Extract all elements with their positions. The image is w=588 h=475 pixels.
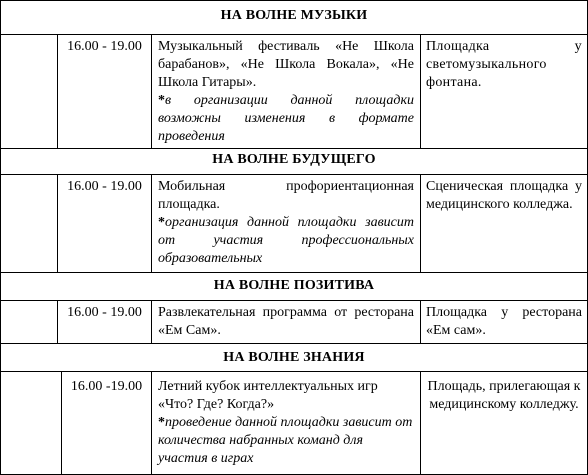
note-text: организация данной площадки зависит от участия профессиональных образовательных [158, 215, 414, 266]
section-title: НА ВОЛНЕ МУЗЫКИ [220, 8, 368, 23]
note-text: в организации данной площадки возможны изменения в формате проведения [158, 93, 414, 144]
time-cell: 16.00 - 19.00 [67, 179, 142, 194]
event-note [158, 214, 414, 268]
note-marker: * [158, 415, 165, 430]
col-divider [420, 300, 421, 343]
event-cell [158, 378, 414, 468]
note-text: проведение данной площадки зависит от количества набранных команд для участия в играх [158, 415, 413, 466]
time-cell: 16.00 - 19.00 [67, 39, 142, 54]
row-divider [0, 300, 588, 301]
col-divider [420, 371, 421, 475]
table-border-left [0, 0, 1, 475]
col-divider [151, 174, 152, 272]
col-divider [420, 34, 421, 148]
row-divider [0, 34, 588, 35]
event-text: Музыкальный фестиваль «Не Школа барабанов», «Не Школа Вокала», «Не Школа Гитары». [158, 39, 414, 90]
table-border-top [0, 0, 588, 1]
section-title: НА ВОЛНЕ БУДУЩЕГО [212, 152, 376, 167]
row-divider [0, 343, 588, 344]
col-divider [420, 174, 421, 272]
event-cell [158, 38, 414, 146]
time-cell: 16.00 - 19.00 [67, 305, 142, 320]
venue-cell: Площадка у ресторана «Ем сам». [426, 305, 582, 338]
venue-cell: Площадь, прилегающая к медицинскому колледжу. [427, 379, 581, 412]
col-divider [151, 371, 152, 475]
note-marker: * [158, 93, 165, 108]
row-divider [0, 371, 588, 372]
venue-cell: Сценическая площадка у медицинского колледжа. [426, 179, 582, 212]
row-divider [0, 148, 588, 149]
row-divider [0, 174, 588, 175]
event-text: Мобильная профориентационная площадка. [158, 179, 414, 212]
col-divider [151, 34, 152, 148]
row-divider [0, 272, 588, 273]
time-cell: 16.00 -19.00 [70, 379, 143, 394]
event-cell: Развлекательная программа от ресторана «Ем Сам». [158, 305, 414, 338]
section-title: НА ВОЛНЕ ЗНАНИЯ [223, 350, 365, 365]
event-cell [158, 178, 414, 270]
event-note [158, 414, 414, 468]
event-text: Летний кубок интеллектуальных игр «Что? Где? Когда?» [158, 379, 378, 412]
event-note [158, 92, 414, 146]
col-divider [151, 300, 152, 343]
section-title: НА ВОЛНЕ ПОЗИТИВА [213, 278, 375, 293]
note-marker: * [158, 215, 165, 230]
venue-cell: Площадка у светомузыкального фонтана. [426, 39, 582, 90]
